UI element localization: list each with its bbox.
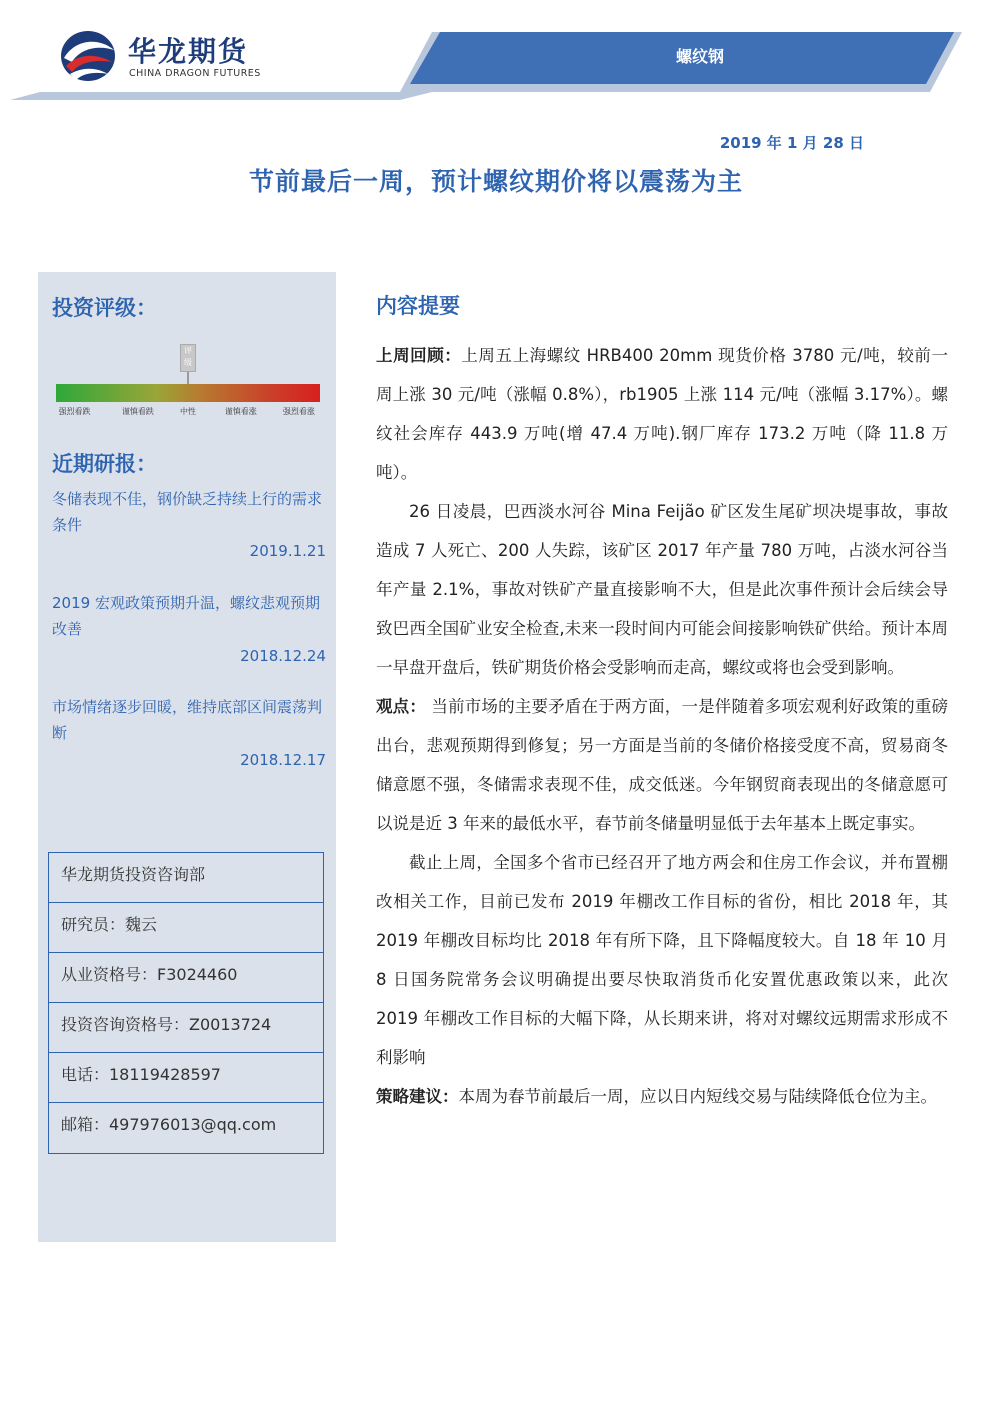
report-link[interactable]: 2019 宏观政策预期升温，螺纹悲观预期改善 xyxy=(52,594,320,638)
shantytown-paragraph: 截止上周，全国多个省市已经召开了地方两会和住房工作会议，并布置棚改相关工作，目前已发布 2019 年棚改工作目标的省份，相比 2018 年，其 2019 年棚改目标均比 2018 年有所下降，且下降幅度较大。自 18 年 10 月 8 日国务院常务会议明确提出要尽快取消货币化安置优惠政策以来，此次 2019 年棚改工作目标的大幅下降，从长期来讲，将对对螺纹远期需求形成不利影响 xyxy=(376,853,948,1067)
rating-marker xyxy=(180,344,196,388)
summary-heading: 内容提要 xyxy=(376,294,460,318)
contact-researcher: 研究员：魏云 xyxy=(49,903,323,953)
contact-department: 华龙期货投资咨询部 xyxy=(49,853,323,903)
viewpoint-label: 观点： xyxy=(376,697,427,716)
weekly-review-label: 上周回顾： xyxy=(376,346,462,365)
rating-label: 强烈看涨 xyxy=(282,407,315,416)
strategy-text: 本周为春节前最后一周，应以日内短线交易与陆续降低仓位为主。 xyxy=(458,1087,937,1106)
rating-label: 谨慎看跌 xyxy=(121,407,154,416)
page-title: 节前最后一周，预计螺纹期价将以震荡为主 xyxy=(248,167,743,196)
weekly-review-text: 上周五上海螺纹 HRB400 20mm 现货价格 3780 元/吨，较前一周上涨 30 元/吨（涨幅 0.8%），rb1905 上涨 114 元/吨（涨幅 3.17%）。螺纹社会库存 443.9 万吨(增 47.4 万吨).钢厂库存 173.2 万吨（降 11.8 万吨）。 xyxy=(376,346,949,482)
weekly-review-paragraph xyxy=(376,336,948,492)
report-date-item: 2019.1.21 xyxy=(249,542,326,560)
main-content xyxy=(376,290,948,1116)
rating-scale-labels xyxy=(56,406,320,418)
page-header xyxy=(0,0,992,110)
report-date: 2019 年 1 月 28 日 xyxy=(719,134,864,152)
contact-license: 从业资格号：F3024460 xyxy=(49,953,323,1003)
sidebar xyxy=(38,272,336,1242)
strategy-paragraph xyxy=(376,1077,948,1116)
contact-box xyxy=(48,852,324,1154)
report-link[interactable]: 市场情绪逐步回暖，维持底部区间震荡判断 xyxy=(52,698,323,742)
rating-label: 中性 xyxy=(180,407,196,416)
viewpoint-text: 当前市场的主要矛盾在于两方面，一是伴随着多项宏观利好政策的重磅出台，悲观预期得到修复；另一方面是当前的冬储价格接受度不高，贸易商冬储意愿不强，冬储需求表现不佳，成交低迷。今年钢贸商表现出的冬储意愿可以说是近 3 年来的最低水平，春节前冬储量明显低于去年基本上既定事实。 xyxy=(376,697,949,833)
reports-heading: 近期研报： xyxy=(52,452,157,476)
vale-incident-paragraph: 26 日凌晨，巴西淡水河谷 Mina Feijão 矿区发生尾矿坝决堤事故，事故造成 7 人死亡、200 人失踪，该矿区 2017 年产量 780 万吨，占淡水河谷当年产量 2.1%，事故对铁矿产量直接影响不大，但是此次事件预计会后续会导致巴西全国矿业安全检查,未来一段时间内可能会间接影响铁矿供给。预计本周一早盘开盘后，铁矿期货价格会受影响而走高，螺纹或将也会受到影响。 xyxy=(376,502,948,677)
rating-label: 强烈看跌 xyxy=(58,407,91,416)
rating-label: 谨慎看涨 xyxy=(224,407,257,416)
china-dragon-logo-icon xyxy=(58,28,118,84)
contact-phone: 电话：18119428597 xyxy=(49,1053,323,1103)
strategy-label: 策略建议： xyxy=(376,1087,459,1106)
section-label: 螺纹钢 xyxy=(675,47,724,66)
report-link[interactable]: 冬储表现不佳，钢价缺乏持续上行的需求条件 xyxy=(52,490,323,534)
report-date-item: 2018.12.24 xyxy=(240,647,326,665)
rating-gradient-bar xyxy=(56,384,320,402)
report-date-item: 2018.12.17 xyxy=(240,751,326,769)
brand-name-english: CHINA DRAGON FUTURES xyxy=(129,68,261,79)
rating-heading: 投资评级： xyxy=(52,296,157,320)
contact-consult-license: 投资咨询资格号：Z0013724 xyxy=(49,1003,323,1053)
brand-name: 华龙期货 xyxy=(128,35,249,68)
viewpoint-paragraph xyxy=(376,687,948,843)
contact-email[interactable]: 邮箱：497976013@qq.com xyxy=(61,1115,277,1134)
rating-marker-label: 评级 xyxy=(180,344,196,372)
